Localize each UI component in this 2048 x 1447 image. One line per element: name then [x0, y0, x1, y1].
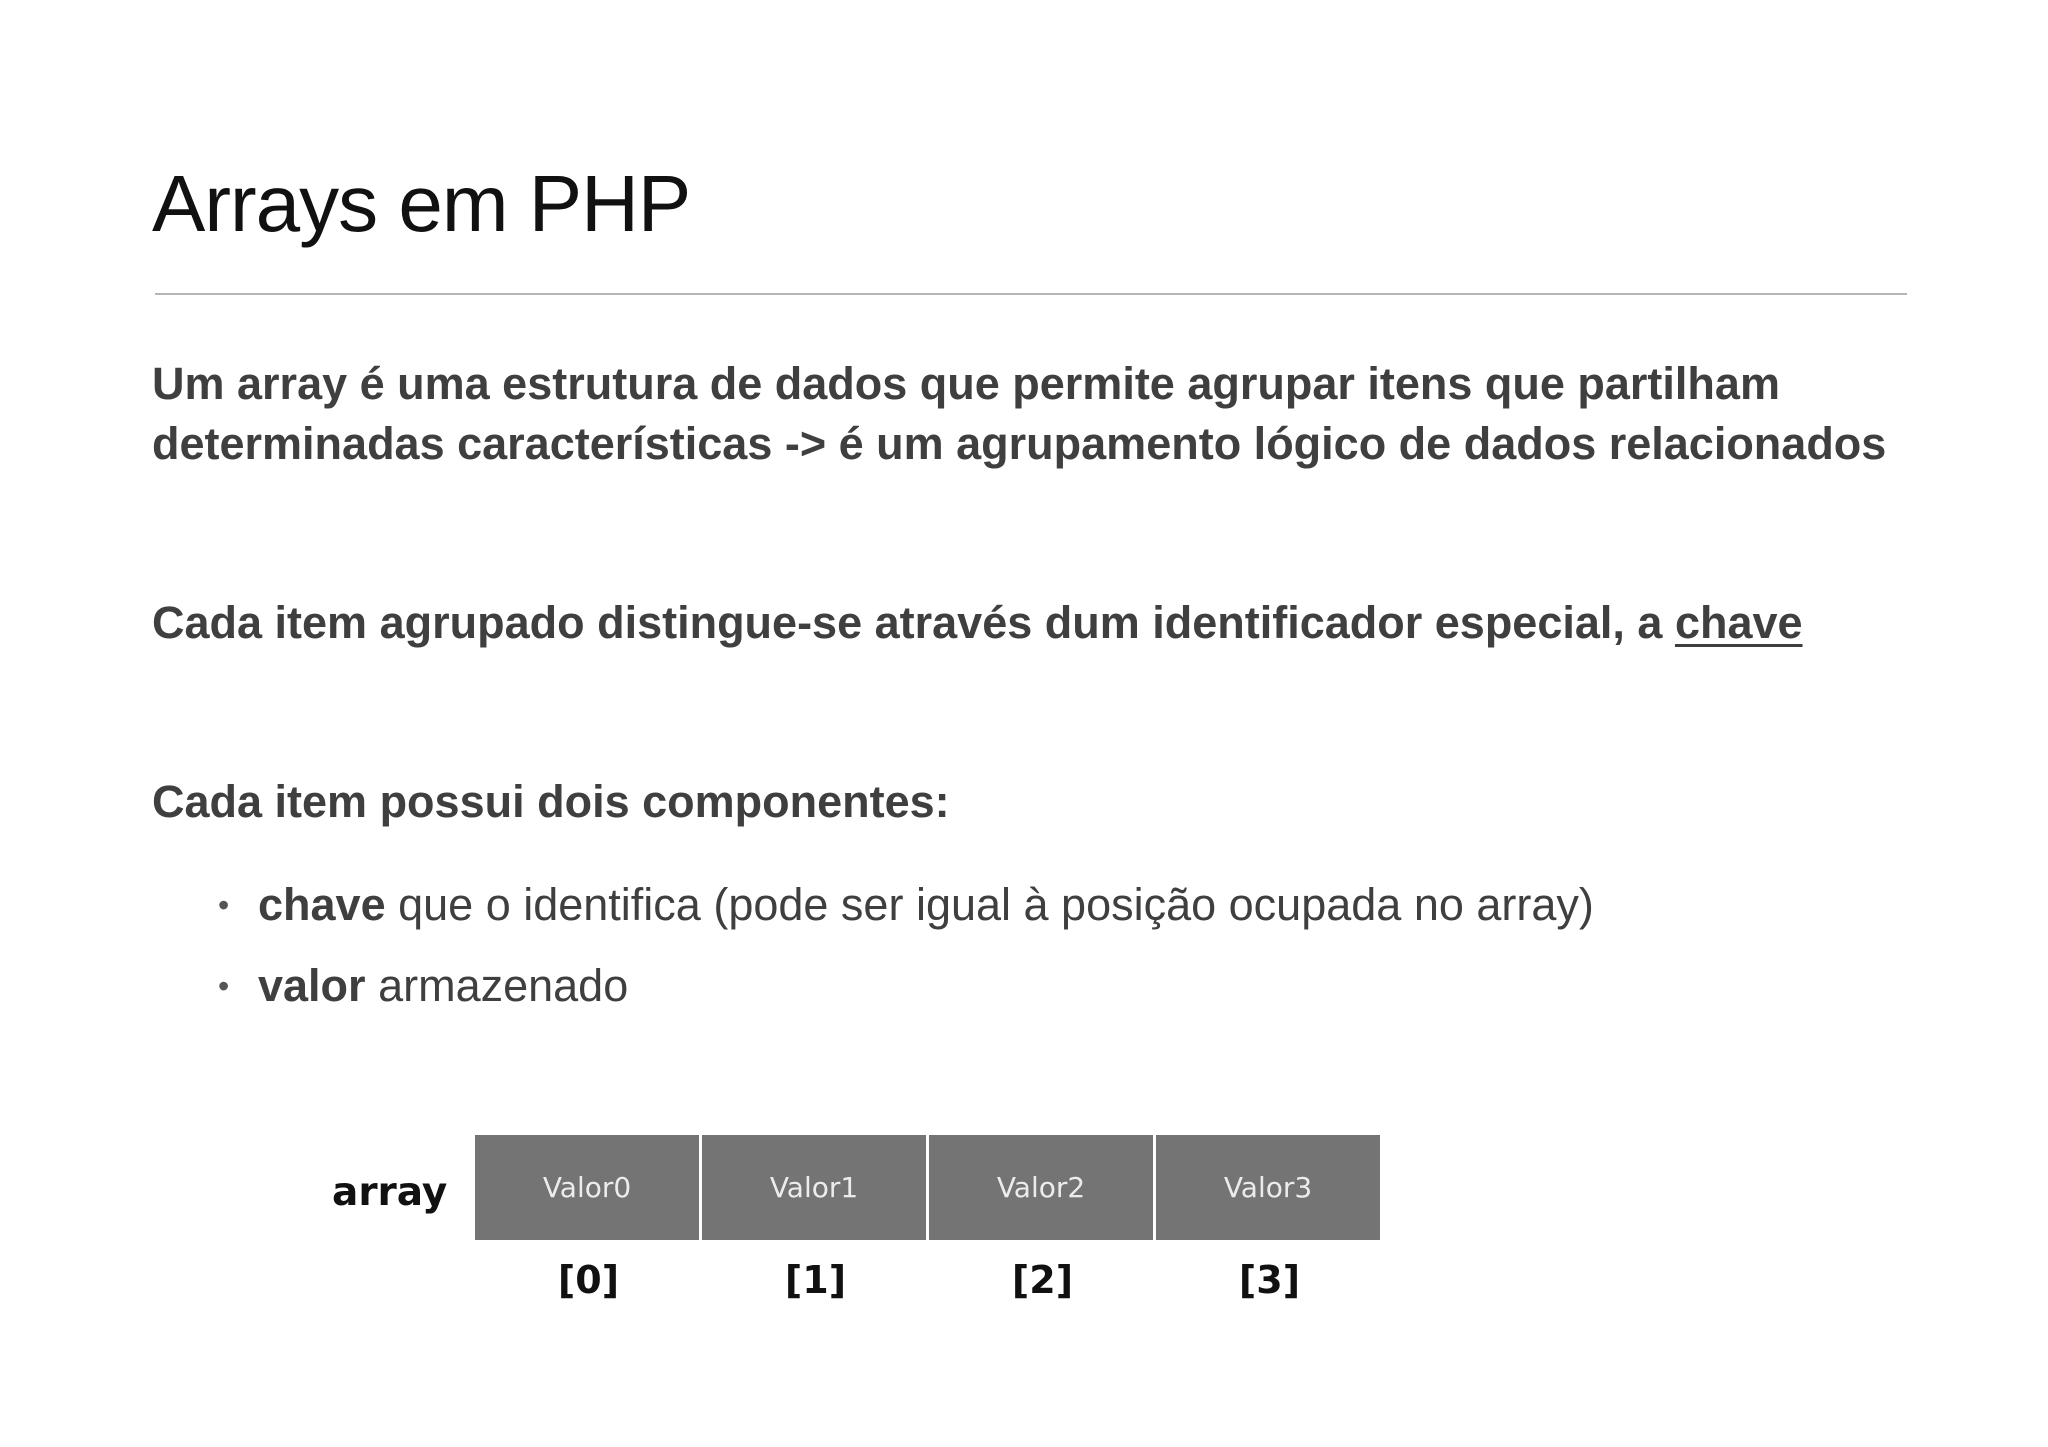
array-cell: Valor1	[699, 1135, 926, 1240]
array-index: [1]	[784, 1258, 847, 1302]
array-indices	[475, 1258, 1383, 1302]
key-term-underlined: chave	[1674, 597, 1803, 648]
bullet-term: valor	[258, 960, 366, 1011]
bullet-text: armazenado	[365, 960, 629, 1011]
bullet-dot-icon: •	[218, 968, 230, 1004]
paragraph-key	[152, 593, 1942, 653]
bullet-text: que o identifica (pode ser igual à posição ocupada no array)	[385, 879, 1594, 930]
array-cell: Valor3	[1153, 1135, 1380, 1240]
bullet-term: chave	[258, 879, 386, 930]
array-index: [0]	[557, 1258, 620, 1302]
slide-title: Arrays em PHP	[152, 159, 691, 248]
array-cells	[475, 1135, 1380, 1240]
array-cell: Valor0	[475, 1135, 699, 1240]
bullet-item-key	[218, 875, 1594, 935]
array-label: array	[332, 1170, 448, 1215]
title-divider	[155, 293, 1907, 295]
bullet-dot-icon: •	[218, 887, 230, 923]
array-index: [3]	[1238, 1258, 1301, 1302]
bullet-item-value	[218, 956, 1594, 1016]
paragraph-key-text: Cada item agrupado distingue-se através dum identificador especial, a	[152, 597, 1675, 648]
array-index: [2]	[1011, 1258, 1074, 1302]
bullet-list	[218, 875, 1594, 1016]
array-cell: Valor2	[926, 1135, 1153, 1240]
paragraph-components: Cada item possui dois componentes:	[152, 776, 950, 827]
paragraph-definition: Um array é uma estrutura de dados que permite agrupar itens que partilham determinadas características -> é um agrupamento lógico de dados relacionados	[152, 358, 1887, 469]
